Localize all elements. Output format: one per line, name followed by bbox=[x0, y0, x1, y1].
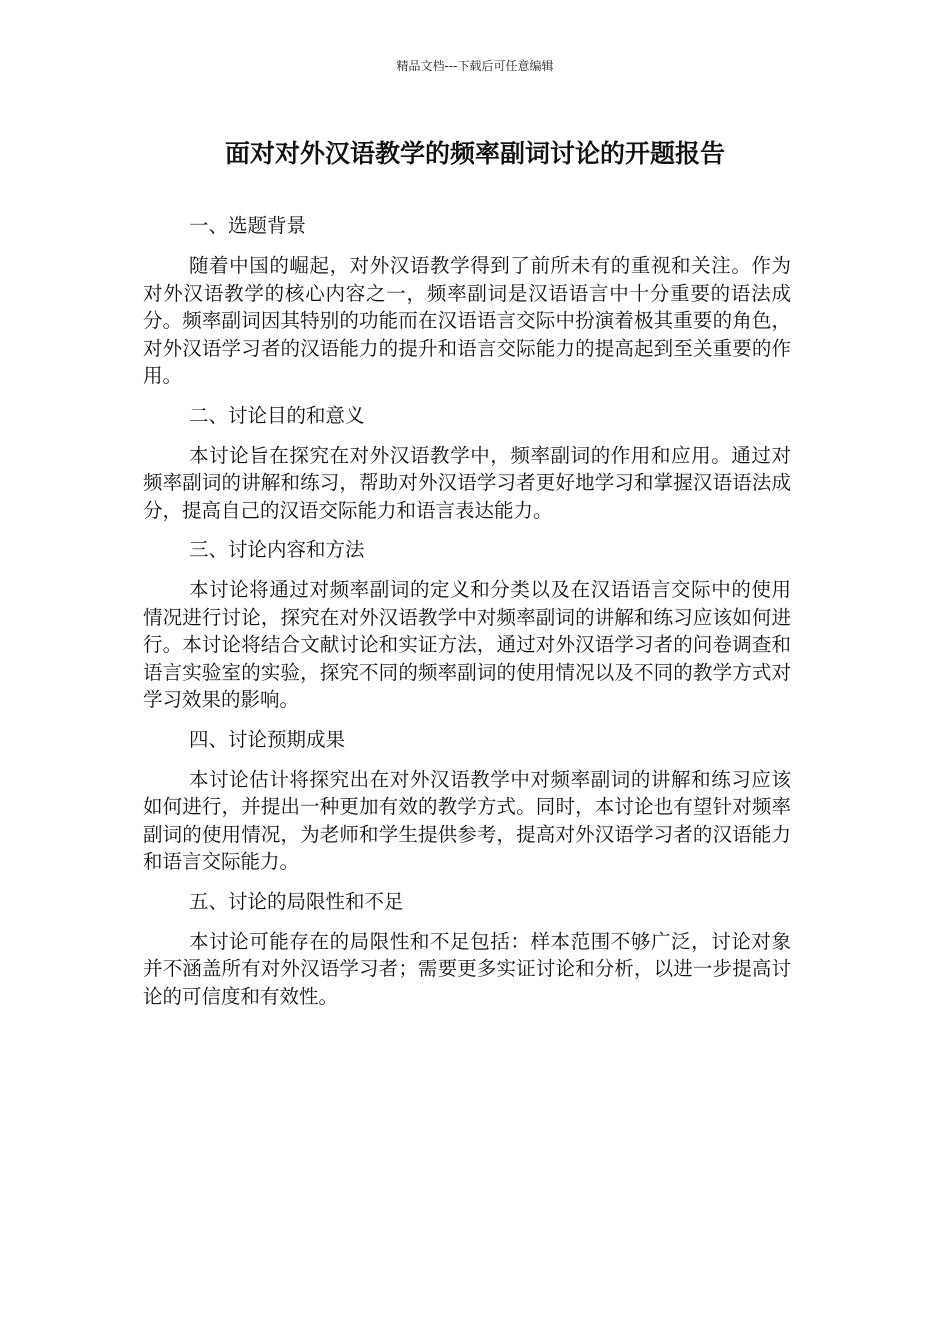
section-background bbox=[143, 206, 791, 390]
section-heading: 五、讨论的局限性和不足 bbox=[189, 889, 404, 913]
section-paragraph: 本讨论将通过对频率副词的定义和分类以及在汉语语言交际中的使用情况进行讨论，探究在对外汉语教学中对频率副词的讲解和练习应该如何进行。本讨论将结合文献讨论和实证方法，通过对外汉语学习者的问卷调查和语言实验室的实验，探究不同的频率副词的使用情况以及不同的教学方式对学习效果的影响。 bbox=[143, 578, 791, 711]
section-purpose bbox=[143, 396, 791, 525]
section-heading: 一、选题背景 bbox=[189, 214, 307, 237]
section-heading: 三、讨论内容和方法 bbox=[189, 538, 365, 561]
section-content-method bbox=[143, 530, 791, 714]
section-paragraph: 本讨论估计将探究出在对外汉语教学中对频率副词的讲解和练习应该如何进行，并提出一种更加有效的教学方式。同时，本讨论也有望针对频率副词的使用情况，为老师和学生提供参考，提高对外汉语学习者的汉语能力和语言交际能力。 bbox=[143, 767, 791, 873]
document-body bbox=[143, 206, 791, 1016]
section-expected-results bbox=[143, 720, 791, 876]
section-paragraph: 本讨论旨在探究在对外汉语教学中，频率副词的作用和应用。通过对频率副词的讲解和练习，帮助对外汉语学习者更好地学习和掌握汉语语法成分，提高自己的汉语交际能力和语言表达能力。 bbox=[143, 443, 791, 522]
section-heading: 四、讨论预期成果 bbox=[189, 727, 346, 751]
document-title: 面对对外汉语教学的频率副词讨论的开题报告 bbox=[224, 139, 725, 168]
section-limitations bbox=[143, 882, 791, 1011]
header-note: 精品文档---下载后可任意编辑 bbox=[396, 59, 554, 73]
section-paragraph: 随着中国的崛起，对外汉语教学得到了前所未有的重视和关注。作为对外汉语教学的核心内容之一，频率副词是汉语语言中十分重要的语法成分。频率副词因其特别的功能而在汉语语言交际中扮演着极其重要的角色，对外汉语学习者的汉语能力的提升和语言交际能力的提高起到至关重要的作用。 bbox=[143, 254, 791, 387]
section-heading: 二、讨论目的和意义 bbox=[189, 403, 365, 427]
section-paragraph: 本讨论可能存在的局限性和不足包括：样本范围不够广泛，讨论对象并不涵盖所有对外汉语学习者；需要更多实证讨论和分析，以进一步提高讨论的可信度和有效性。 bbox=[143, 929, 791, 1008]
